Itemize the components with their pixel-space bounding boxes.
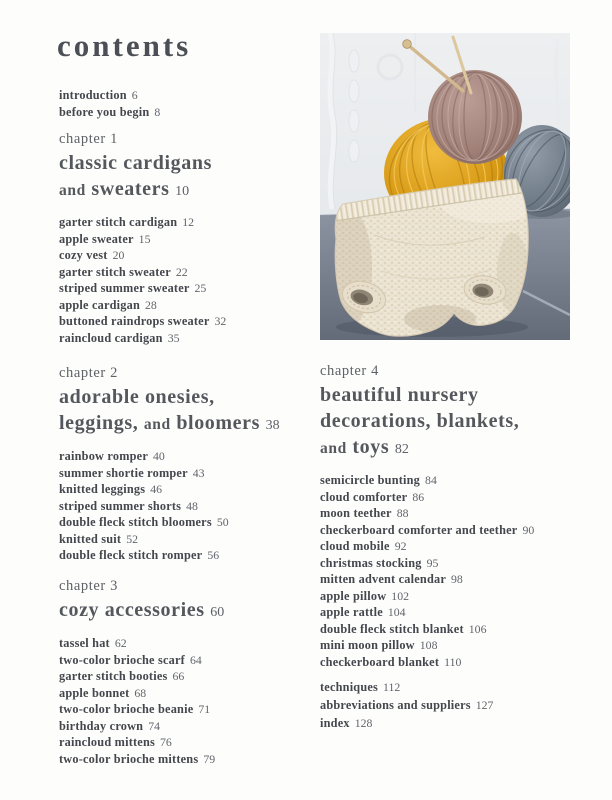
toc-entry <box>320 604 534 621</box>
toc-entry <box>320 538 534 555</box>
toc-entry <box>59 751 224 768</box>
entry-page-number: 20 <box>112 248 125 262</box>
entry-page-number: 112 <box>383 680 401 694</box>
toc-entry <box>320 571 534 588</box>
toc-entry <box>59 297 226 314</box>
entry-label: techniques <box>320 680 379 694</box>
chapter-page-number: 38 <box>265 418 280 433</box>
chapter-title-text: decorations, blankets, <box>320 410 520 432</box>
entry-label: mini moon pillow <box>320 638 415 652</box>
chapter-1-items <box>59 214 226 346</box>
toc-entry <box>59 465 280 482</box>
chapter-4-items <box>320 472 534 670</box>
entry-page-number: 88 <box>396 506 409 520</box>
chapter-kicker: chapter 1 <box>59 131 118 147</box>
chapter-title-text: classic cardigans <box>59 152 212 174</box>
toc-entry <box>59 313 226 330</box>
entry-page-number: 15 <box>138 231 151 246</box>
entry-page-number: 127 <box>475 698 494 712</box>
entry-label: buttoned raindrops sweater <box>59 314 210 328</box>
entry-page-number: 95 <box>426 555 439 570</box>
chapter-title-text: adorable onesies, <box>59 386 215 408</box>
entry-page-number: 79 <box>203 751 216 766</box>
toc-entry <box>59 701 224 718</box>
toc-entry <box>59 668 224 685</box>
entry-label: tassel hat <box>59 636 110 650</box>
toc-entry <box>320 696 493 714</box>
entry-label: before you begin <box>59 104 150 119</box>
toc-entry <box>59 214 226 231</box>
toc-entry <box>320 678 493 696</box>
chapter-2-items <box>59 448 280 564</box>
entry-page-number: 22 <box>175 264 188 279</box>
chapter-title-text: bloomers <box>176 412 260 434</box>
chapter-1-section <box>59 130 226 346</box>
entry-label: checkerboard comforter and teether <box>320 522 518 537</box>
entry-label: two-color brioche scarf <box>59 652 185 667</box>
toc-entry <box>59 231 226 248</box>
entry-page-number: 90 <box>522 522 535 537</box>
entry-page-number: 92 <box>394 539 407 553</box>
chapter-kicker: chapter 2 <box>59 365 118 381</box>
entry-page-number: 108 <box>419 638 438 652</box>
entry-label: index <box>320 716 350 730</box>
chapter-kicker: chapter 3 <box>59 578 118 594</box>
toc-entry <box>59 264 226 281</box>
entry-page-number: 32 <box>214 314 227 328</box>
toc-entry <box>59 547 280 564</box>
entry-page-number: 56 <box>207 548 220 562</box>
entry-label: two-color brioche mittens <box>59 751 199 766</box>
entry-label: apple pillow <box>320 588 387 603</box>
entry-label: knitted leggings <box>59 482 146 496</box>
entry-page-number: 6 <box>131 88 138 102</box>
toc-entry <box>59 531 280 548</box>
entry-label: cloud mobile <box>320 539 390 553</box>
chapter-title-text: beautiful nursery <box>320 384 479 406</box>
toc-entry <box>320 505 534 522</box>
entry-page-number: 48 <box>186 498 198 513</box>
toc-entry <box>59 498 280 515</box>
entry-page-number: 28 <box>145 297 157 312</box>
chapter-kicker: chapter 4 <box>320 363 379 379</box>
toc-entry <box>320 714 493 732</box>
entry-label: rainbow romper <box>59 449 148 463</box>
entry-label: apple sweater <box>59 231 134 246</box>
back-matter-list <box>320 678 493 732</box>
chapter-title-text: and <box>320 440 347 457</box>
toc-entry <box>59 514 280 531</box>
entry-label: garter stitch sweater <box>59 264 171 279</box>
chapter-title-text: cozy accessories <box>59 599 205 621</box>
entry-page-number: 25 <box>194 281 207 295</box>
toc-entry <box>59 247 226 264</box>
entry-label: striped summer sweater <box>59 281 190 295</box>
bloomers-yarn-photo <box>320 33 570 340</box>
toc-entry <box>59 652 224 669</box>
chapter-3-items <box>59 635 224 767</box>
entry-label: moon teether <box>320 506 392 520</box>
entry-page-number: 74 <box>148 718 161 733</box>
entry-label: introduction <box>59 88 127 102</box>
chapter-title <box>320 382 534 463</box>
toc-entry <box>320 654 534 671</box>
toc-entry <box>320 472 534 489</box>
toc-entry <box>59 685 224 702</box>
toc-entry <box>320 522 534 539</box>
entry-label: raincloud cardigan <box>59 330 163 345</box>
entry-label: summer shortie romper <box>59 465 188 480</box>
toc-entry <box>59 280 226 297</box>
toc-entry <box>320 637 534 654</box>
entry-label: two-color brioche beanie <box>59 702 194 716</box>
entry-label: double fleck stitch bloomers <box>59 515 212 529</box>
entry-label: apple bonnet <box>59 685 130 700</box>
entry-page-number: 71 <box>198 702 211 716</box>
toc-entry <box>59 734 224 751</box>
entry-page-number: 40 <box>153 449 165 463</box>
toc-entry <box>320 588 534 605</box>
entry-page-number: 64 <box>189 652 202 667</box>
entry-page-number: 104 <box>387 605 406 619</box>
chapter-page-number: 60 <box>210 605 225 620</box>
entry-label: checkerboard blanket <box>320 654 440 669</box>
chapter-title-text: leggings, <box>59 412 139 434</box>
entry-page-number: 35 <box>167 330 180 345</box>
entry-page-number: 102 <box>391 588 409 603</box>
toc-entry <box>59 330 226 347</box>
entry-label: double fleck stitch blanket <box>320 621 464 636</box>
front-matter-list <box>59 87 160 120</box>
entry-page-number: 128 <box>354 716 373 730</box>
page-title: contents <box>57 28 192 63</box>
entry-page-number: 46 <box>150 482 163 496</box>
chapter-2-section <box>59 364 280 564</box>
chapter-3-section <box>59 577 224 767</box>
chapter-4-section <box>320 362 534 670</box>
entry-page-number: 8 <box>154 104 161 119</box>
entry-page-number: 68 <box>134 685 147 700</box>
chapter-title <box>59 597 224 626</box>
entry-label: knitted suit <box>59 531 122 546</box>
entry-label: double fleck stitch romper <box>59 548 203 562</box>
entry-page-number: 52 <box>126 531 138 546</box>
entry-label: apple cardigan <box>59 297 141 312</box>
entry-label: cloud comforter <box>320 489 408 504</box>
toc-entry <box>59 635 224 652</box>
entry-label: birthday crown <box>59 718 144 733</box>
chapter-title-text: and <box>59 182 86 199</box>
toc-entry <box>320 621 534 638</box>
toc-entry <box>59 104 160 121</box>
chapter-title-text: toys <box>352 436 390 458</box>
entry-page-number: 43 <box>192 465 205 480</box>
chapter-page-number: 82 <box>394 442 409 457</box>
entry-label: abbreviations and suppliers <box>320 698 471 712</box>
entry-page-number: 62 <box>114 636 127 650</box>
chapter-title <box>59 384 280 439</box>
entry-page-number: 12 <box>182 215 195 229</box>
entry-page-number: 86 <box>412 489 425 504</box>
entry-label: christmas stocking <box>320 555 422 570</box>
entry-label: raincloud mittens <box>59 735 155 749</box>
entry-label: cozy vest <box>59 248 108 262</box>
entry-label: striped summer shorts <box>59 498 182 513</box>
toc-entry <box>59 448 280 465</box>
entry-page-number: 98 <box>451 572 463 586</box>
toc-entry <box>59 718 224 735</box>
entry-page-number: 66 <box>172 669 185 683</box>
entry-label: garter stitch booties <box>59 669 168 683</box>
entry-label: garter stitch cardigan <box>59 215 178 229</box>
chapter-title-text: and <box>143 416 171 433</box>
toc-entry <box>59 481 280 498</box>
entry-label: semicircle bunting <box>320 473 421 487</box>
entry-page-number: 84 <box>425 473 437 487</box>
toc-entry <box>59 87 160 104</box>
entry-page-number: 106 <box>468 621 487 636</box>
entry-page-number: 50 <box>216 515 229 529</box>
entry-page-number: 76 <box>159 735 172 749</box>
entry-label: mitten advent calendar <box>320 572 446 586</box>
chapter-page-number: 10 <box>175 184 190 199</box>
toc-entry <box>320 489 534 506</box>
toc-entry <box>320 555 534 572</box>
chapter-title-text: sweaters <box>91 178 170 200</box>
entry-page-number: 110 <box>444 654 462 669</box>
chapter-title <box>59 150 226 205</box>
entry-label: apple rattle <box>320 605 383 619</box>
